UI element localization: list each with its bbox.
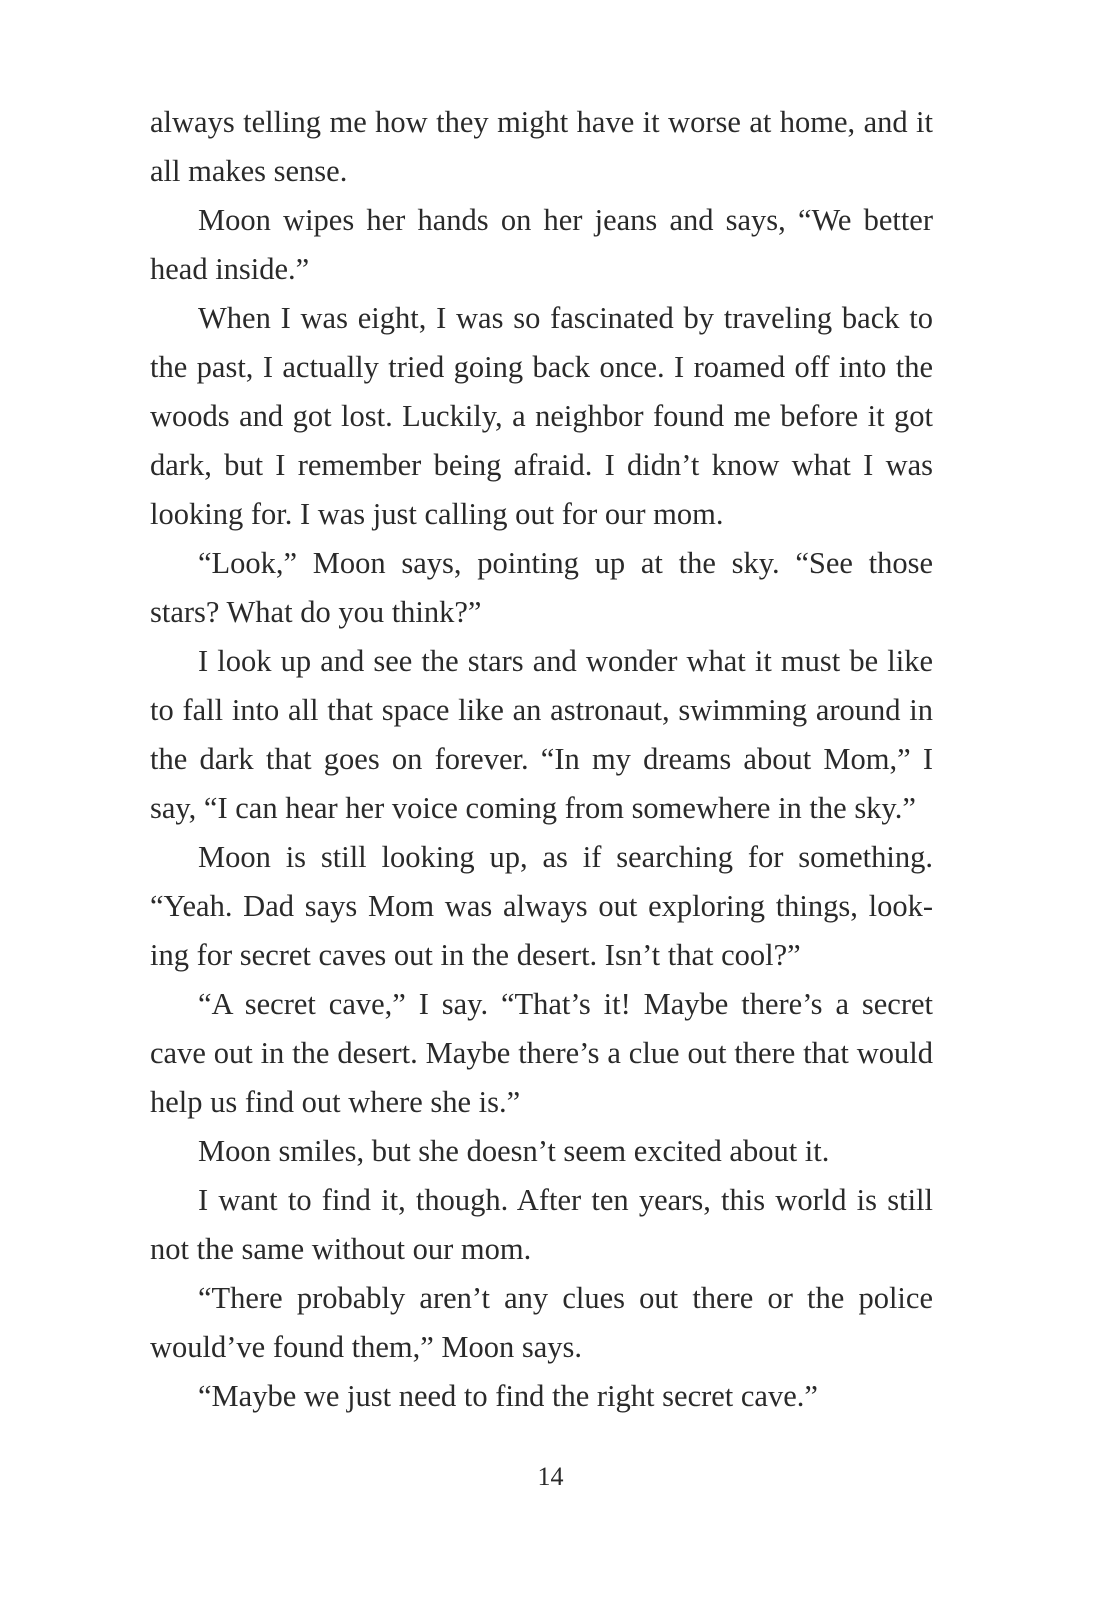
- paragraph: “Look,” Moon says, pointing up at the sky. “See those stars? What do you think?”: [150, 546, 933, 629]
- body-text: [150, 98, 933, 1421]
- paragraph: Moon wipes her hands on her jeans and says, “We better head inside.”: [150, 203, 933, 286]
- paragraph: “A secret cave,” I say. “That’s it! Maybe there’s a secret cave out in the desert. Maybe there’s a clue out there that would help us find out where she is.”: [150, 987, 933, 1119]
- paragraph: I want to find it, though. After ten years, this world is still not the same without our mom.: [150, 1183, 933, 1266]
- paragraph: When I was eight, I was so fascinated by traveling back to the past, I actually tried going back once. I roamed off into the woods and got lost. Luckily, a neighbor found me before it got dark, but I remember being afraid. I didn’t know what I was looking for. I was just calling out for our mom.: [150, 301, 933, 531]
- page-number: 14: [537, 1462, 564, 1491]
- paragraph: “Maybe we just need to find the right secret cave.”: [198, 1379, 818, 1413]
- paragraph: I look up and see the stars and wonder what it must be like to fall into all that space like an astronaut, swimming around in the dark that goes on forever. “In my dreams about Mom,” I say, “I can hear her voice coming from somewhere in the sky.”: [150, 644, 933, 825]
- paragraph: Moon smiles, but she doesn’t seem excited about it.: [198, 1134, 830, 1168]
- paragraph: always telling me how they might have it worse at home, and it all makes sense.: [150, 105, 933, 188]
- paragraph: “There probably aren’t any clues out there or the police would’ve found them,” Moon says.: [150, 1281, 933, 1364]
- paragraph: Moon is still looking up, as if searching for something. “Yeah. Dad says Mom was always out exploring things, look-ing for secret caves out in the desert. Isn’t that cool?”: [150, 840, 933, 972]
